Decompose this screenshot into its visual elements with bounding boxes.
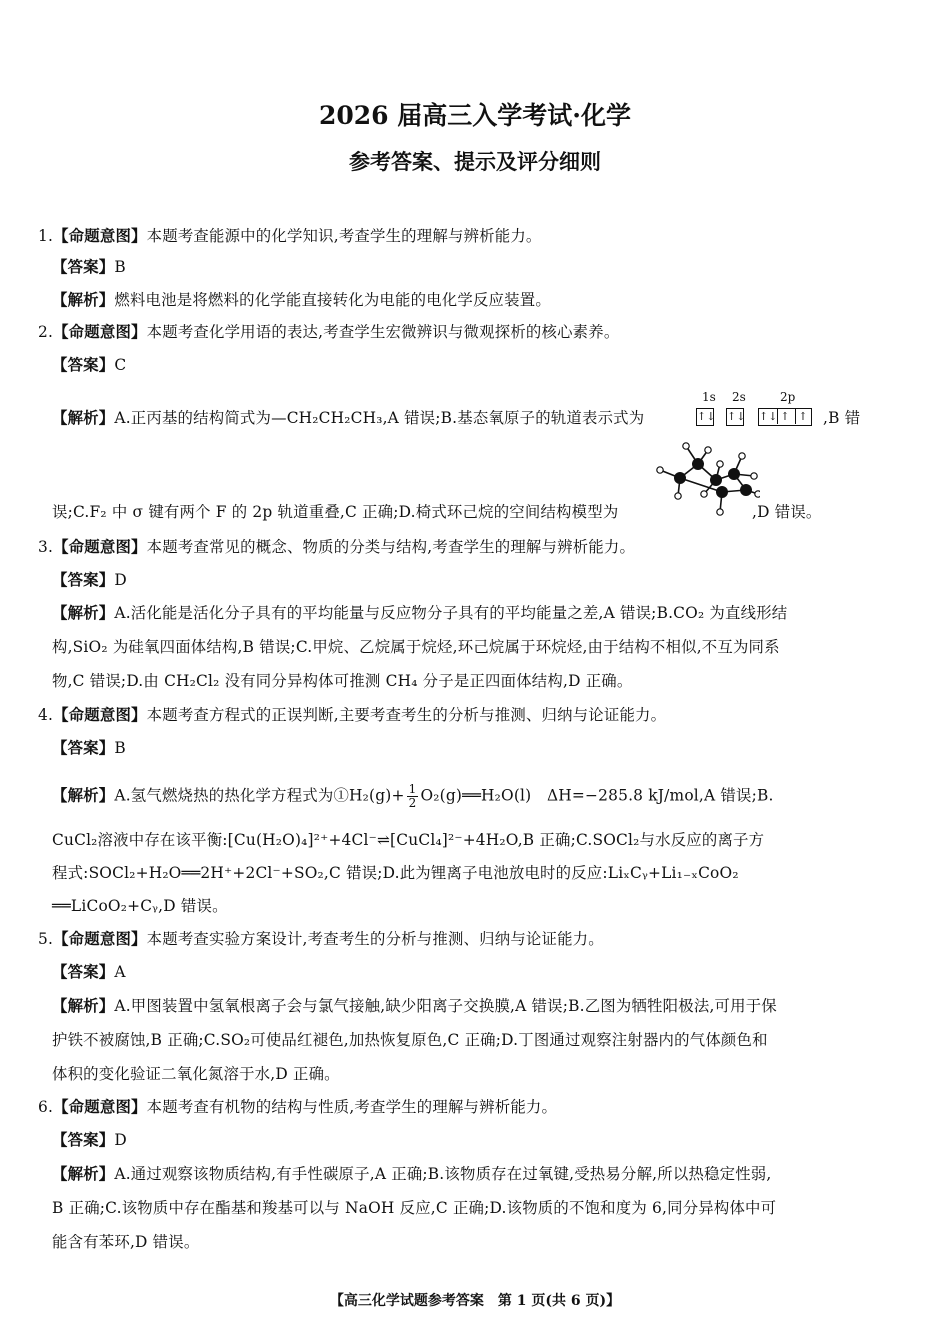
orbital-box-2p [758,408,812,426]
q2-intent: 2.【命题意图】本题考查化学用语的表达,考查学生宏微辨识与微观探析的核心素养。 [38,323,620,341]
orbital-box-2s [726,408,744,426]
q5-analysis-line-3: 体积的变化验证二氧化氮溶于水,D 正确。 [52,1065,340,1083]
q2-analysis-line-2-end: ,D 错误。 [752,503,822,521]
q5-analysis-line-2: 护铁不被腐蚀,B 正确;C.SO₂可使品红褪色,加热恢复原色,C 正确;D.丁图通过观察注射器内的气体颜色和 [52,1031,768,1049]
q2-analysis-line-2: 误;C.F₂ 中 σ 键有两个 F 的 2p 轨道重叠,C 正确;D.椅式环己烷的空间结构模型为 [52,503,619,521]
orbital-box-1s [696,408,714,426]
q1-analysis: 【解析】燃料电池是将燃料的化学能直接转化为电能的电化学反应装置。 [52,291,551,309]
q6-analysis-line-1: 【解析】A.通过观察该物质结构,有手性碳原子,A 正确;B.该物质存在过氧键,受热易分解,所以热稳定性弱, [52,1165,772,1183]
oxygen-orbital-diagram [696,390,826,430]
fraction-denominator: 2 [408,796,417,810]
q5-answer: 【答案】A [52,963,126,981]
q6-analysis-line-3: 能含有苯环,D 错误。 [52,1233,200,1251]
orbital-cell-2p-3: ↑ [795,409,810,424]
orbital-cell-1s: ↑↓ [697,410,716,423]
orbital-label-2p: 2p [780,390,796,404]
q3-analysis-line-2: 构,SiO₂ 为硅氧四面体结构,B 错误;C.甲烷、乙烷属于烷烃,环己烷属于环烷烃,由于结构不相似,不互为同系 [52,638,780,656]
q1-answer: 【答案】B [52,258,126,276]
fraction-one-half [407,783,419,810]
q4-analysis-line-4: ══LiCoO₂+Cᵧ,D 错误。 [52,897,228,915]
page-footer: 【高三化学试题参考答案 第 1 页(共 6 页)】 [329,1293,621,1309]
fraction-numerator: 1 [408,782,417,796]
q4-answer: 【答案】B [52,739,126,757]
orbital-cell-2p-2: ↑ [777,409,792,424]
q2-answer: 【答案】C [52,356,127,374]
q6-intent: 6.【命题意图】本题考查有机物的结构与性质,考查学生的理解与辨析能力。 [38,1098,558,1116]
q4-analysis-line-1-part-a: 【解析】A.氢气燃烧热的热化学方程式为①H₂(g)+ [52,786,405,805]
q3-answer: 【答案】D [52,571,127,589]
q4-analysis-line-1 [52,783,932,810]
q3-intent: 3.【命题意图】本题考查常见的概念、物质的分类与结构,考查学生的理解与辨析能力。 [38,538,636,556]
orbital-cell-2p-1: ↑↓ [759,410,778,423]
q3-analysis-line-1: 【解析】A.活化能是活化分子具有的平均能量与反应物分子具有的平均能量之差,A 错误;B.CO₂ 为直线形结 [52,604,788,622]
q6-answer: 【答案】D [52,1131,127,1149]
q2-analysis-line-1-end: ,B 错 [823,409,861,427]
q4-analysis-line-2: CuCl₂溶液中存在该平衡:[Cu(H₂O)₄]²⁺+4Cl⁻⇌[CuCl₄]²⁻+4H₂O,B 正确;C.SOCl₂与水反应的离子方 [52,831,765,849]
q5-intent: 5.【命题意图】本题考查实验方案设计,考查考生的分析与推测、归纳与论证能力。 [38,930,604,948]
page-title: 2026 届高三入学考试·化学 [319,101,631,130]
q2-analysis-line-1: 【解析】A.正丙基的结构简式为—CH₂CH₂CH₃,A 错误;B.基态氧原子的轨道表示式为 [52,409,645,427]
q4-analysis-line-1-part-b: O₂(g)══H₂O(l) ΔH=−285.8 kJ/mol,A 错误;B. [420,786,774,805]
chair-cyclohexane-model-image [650,440,760,520]
q1-intent: 1.【命题意图】本题考查能源中的化学知识,考查学生的理解与辨析能力。 [38,227,542,245]
orbital-label-1s: 1s [702,390,716,404]
orbital-label-2s: 2s [732,390,746,404]
q4-analysis-line-3: 程式:SOCl₂+H₂O══2H⁺+2Cl⁻+SO₂,C 错误;D.此为锂离子电池放电时的反应:LiₓCᵧ+Li₁₋ₓCoO₂ [52,864,739,882]
orbital-cell-2s: ↑↓ [727,410,746,423]
page-subtitle: 参考答案、提示及评分细则 [349,149,601,174]
q6-analysis-line-2: B 正确;C.该物质中存在酯基和羧基可以与 NaOH 反应,C 正确;D.该物质的不饱和度为 6,同分异构体中可 [52,1199,777,1217]
q5-analysis-line-1: 【解析】A.甲图装置中氢氧根离子会与氯气接触,缺少阳离子交换膜,A 错误;B.乙图为牺牲阳极法,可用于保 [52,997,777,1015]
q3-analysis-line-3: 物,C 错误;D.由 CH₂Cl₂ 没有同分异构体可推测 CH₄ 分子是正四面体结构,D 正确。 [52,672,633,690]
q4-intent: 4.【命题意图】本题考查方程式的正误判断,主要考查考生的分析与推测、归纳与论证能力。 [38,706,667,724]
